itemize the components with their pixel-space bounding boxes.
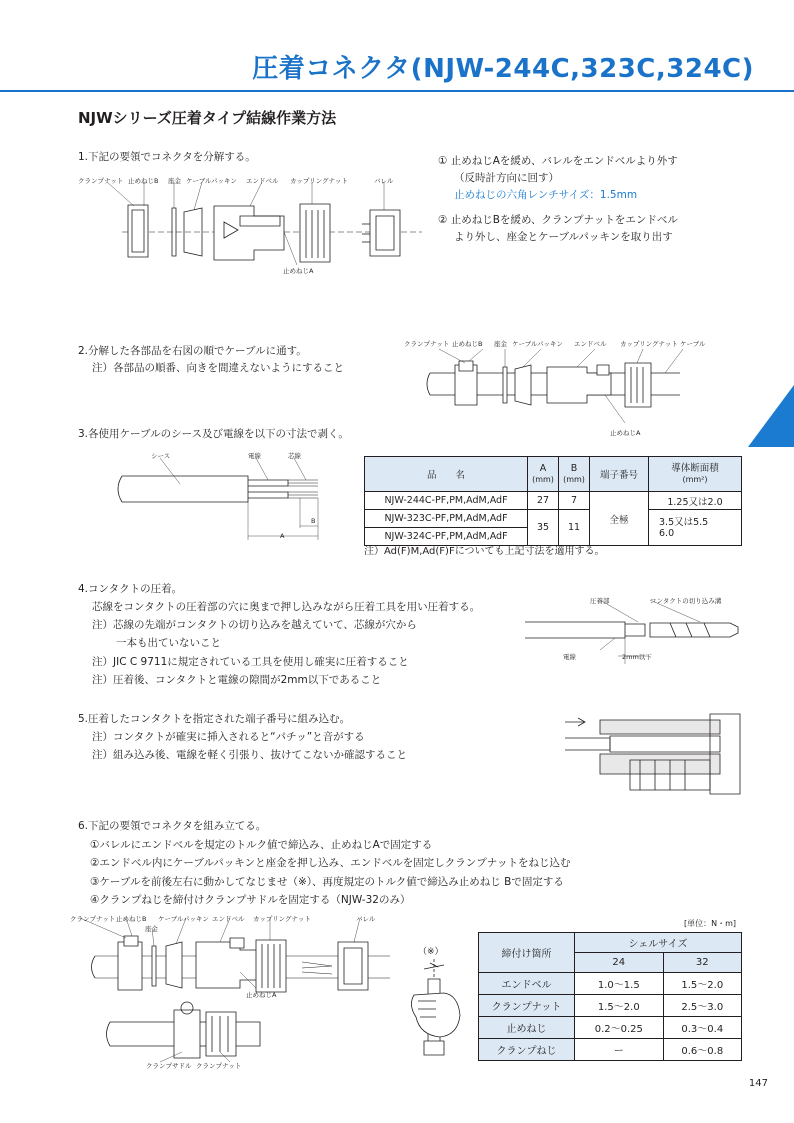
section-subtitle: NJWシリーズ圧着タイプ結線作業方法 [78,109,337,127]
table-row: NJW-323C-PF,PM,AdM,AdF 35 11 3.5又は5.5 6.0 [365,510,742,528]
step1-heading: 1.下記の要領でコネクタを分解する。 [78,151,256,163]
step1-item2-line2: より外し、座金とケーブルパッキンを取り出す [454,231,673,243]
col-b: B (mm) [559,457,590,492]
label-wire-4: 電線 [563,653,576,661]
label-coupling-nut: カップリングナット [290,177,348,185]
s6-label-clamp-nut2: クランプナット [196,1062,242,1070]
col-size-24: 24 [575,953,664,973]
s6-label-barrel: バレル [356,915,376,923]
step4-note1b: 一本も出ていないこと [116,637,221,649]
s2-label-washer: 座金 [494,340,507,348]
label-washer: 座金 [168,177,181,185]
step6-item1: ①バレルにエンドベルを規定のトルク値で締込み、止めねじAで固定する [90,839,433,851]
step4-line1: 芯線をコンタクトの圧着部の穴に奥まで押し込みながら圧着工具を用い圧着する。 [92,601,481,613]
step6-heading: 6.下記の要領でコネクタを組み立てる。 [78,820,267,832]
step3-stripping-diagram [110,448,330,548]
step1-disassembly-diagram [72,170,432,280]
table-row: エンドベル 1.0〜1.5 1.5〜2.0 [479,973,742,995]
step3-note: 注）Ad(F)M,Ad(F)Fについても上記寸法を適用する。 [364,546,605,557]
s6-label-clamp-saddle: クランプサドル [146,1062,192,1070]
step1-item2-line1: ② 止めねじBを緩め、クランプナットをエンドベル [438,214,678,226]
col-size-32: 32 [663,953,741,973]
stripping-dimensions-table [364,456,742,546]
step5-insertion-diagram [560,700,760,800]
step4-heading: 4.コンタクトの圧着。 [78,583,183,595]
step1-hex-wrench-note: 止めねじの六角レンチサイズ：1.5mm [454,189,638,201]
table-row: クランプナット 1.5〜2.0 2.5〜3.0 [479,995,742,1017]
s6-label-asterisk: （※） [418,947,444,957]
label-core: 芯線 [288,452,301,460]
s2-label-cable: ケーブル [680,340,706,348]
label-end-bell: エンドベル [246,177,279,185]
label-barrel: バレル [374,177,394,185]
label-gap: 2mm以下 [622,653,652,661]
label-crimp-part: 圧着部 [590,597,610,605]
col-area: 導体断面積 (mm²) [649,457,742,492]
step4-note1a: 注）芯線の先端がコンタクトの切り込みを越えていて、芯線が穴から [92,619,417,631]
label-wire: 電線 [248,452,261,460]
step4-note3: 注）圧着後、コンタクトと電線の隙間が2mm以下であること [92,674,382,686]
label-dim-b: B [311,517,316,525]
col-a: A (mm) [528,457,559,492]
terminal-all-cell: 全極 [590,492,649,546]
s6-label-cable-packing: ケーブルパッキン [158,915,209,923]
step5-heading: 5.圧着したコンタクトを指定された端子番号に組み込む。 [78,713,351,725]
s2-label-coupling-nut: カップリングナット [620,340,678,348]
torque-table [478,932,742,1061]
table-row: クランプねじ ー 0.6〜0.8 [479,1039,742,1061]
step2-note: 注）各部品の順番、向きを間違えないようにすること [92,362,344,374]
step6-assembly-diagram [70,912,390,1072]
s6-label-set-screw-a: 止めねじA [246,991,277,999]
label-set-screw-a: 止めねじA [283,267,314,275]
step2-cable-threading-diagram [425,345,695,430]
step6-item4: ④クランプねじを締付けクランプサドルを固定する（NJW-32のみ） [90,894,411,906]
step3-heading: 3.各使用ケーブルのシース及び電線を以下の寸法で剥く。 [78,428,349,440]
s6-label-coupling-nut: カップリングナット [253,915,311,923]
page-title: 圧着コネクタ(NJW-244C,323C,324C) [252,54,754,84]
table-row: NJW-244C-PF,PM,AdM,AdF 27 7 全極 1.25又は2.0 [365,492,742,510]
label-dim-a: A [280,532,285,540]
s2-label-end-bell: エンドベル [574,340,607,348]
step1-item1-line1: ① 止めねじAを緩め、バレルをエンドベルより外す [438,155,678,167]
step5-note1: 注）コンタクトが確実に挿入されると“パチッ”と音がする [92,731,365,743]
table-row: 止めねじ 0.2〜0.25 0.3〜0.4 [479,1017,742,1039]
s2-label-cable-packing: ケーブルパッキン [512,340,563,348]
col-product: 品 名 [365,457,528,492]
s6-label-end-bell: エンドベル [212,915,245,923]
page-number: 147 [748,1078,768,1089]
step1-item1-line2: （反時計方向に回す） [454,172,559,184]
col-terminal: 端子番号 [590,457,649,492]
s2-label-clamp-nut: クランプナット [404,340,450,348]
col-location: 締付け箇所 [479,933,575,973]
step5-note2: 注）組み込み後、電線を軽く引張り、抜けてこないか確認すること [92,749,407,761]
label-cable-packing: ケーブルパッキン [186,177,237,185]
step2-heading: 2.分解した各部品を右図の順でケーブルに通す。 [78,345,307,357]
label-set-screw-b: 止めねじB [128,177,159,185]
label-contact-notch: コンタクトの切り込み溝 [650,597,722,605]
step4-note2: 注）JIC C 9711に規定されている工具を使用し確実に圧着すること [92,656,409,668]
torque-unit: [単位：N・m] [684,919,737,928]
s6-label-set-screw-b: 止めねじB [116,915,147,923]
step6-item2: ②エンドベル内にケーブルパッキンと座金を押し込み、エンドベルを固定しクランプナットをねじ込む [90,857,571,869]
s2-label-set-screw-b: 止めねじB [452,340,483,348]
s2-label-set-screw-a: 止めねじA [610,429,641,437]
hand-adjusting-illustration [400,955,470,1065]
s6-label-clamp-nut: クランプナット [70,915,116,923]
table-row: NJW-324C-PF,PM,AdM,AdF [365,528,742,546]
col-shell-size: シェルサイズ [575,933,742,953]
s6-label-washer: 座金 [145,925,158,933]
title-rule [0,90,794,92]
label-sheath: シース [151,452,171,460]
corner-tab-decoration [748,385,794,447]
label-clamp-nut: クランプナット [78,177,124,185]
step6-item3: ③ケーブルを前後左右に動かしてなじませ（※）、再度規定のトルク値で締込み止めねじ Bで固定する [90,876,564,888]
